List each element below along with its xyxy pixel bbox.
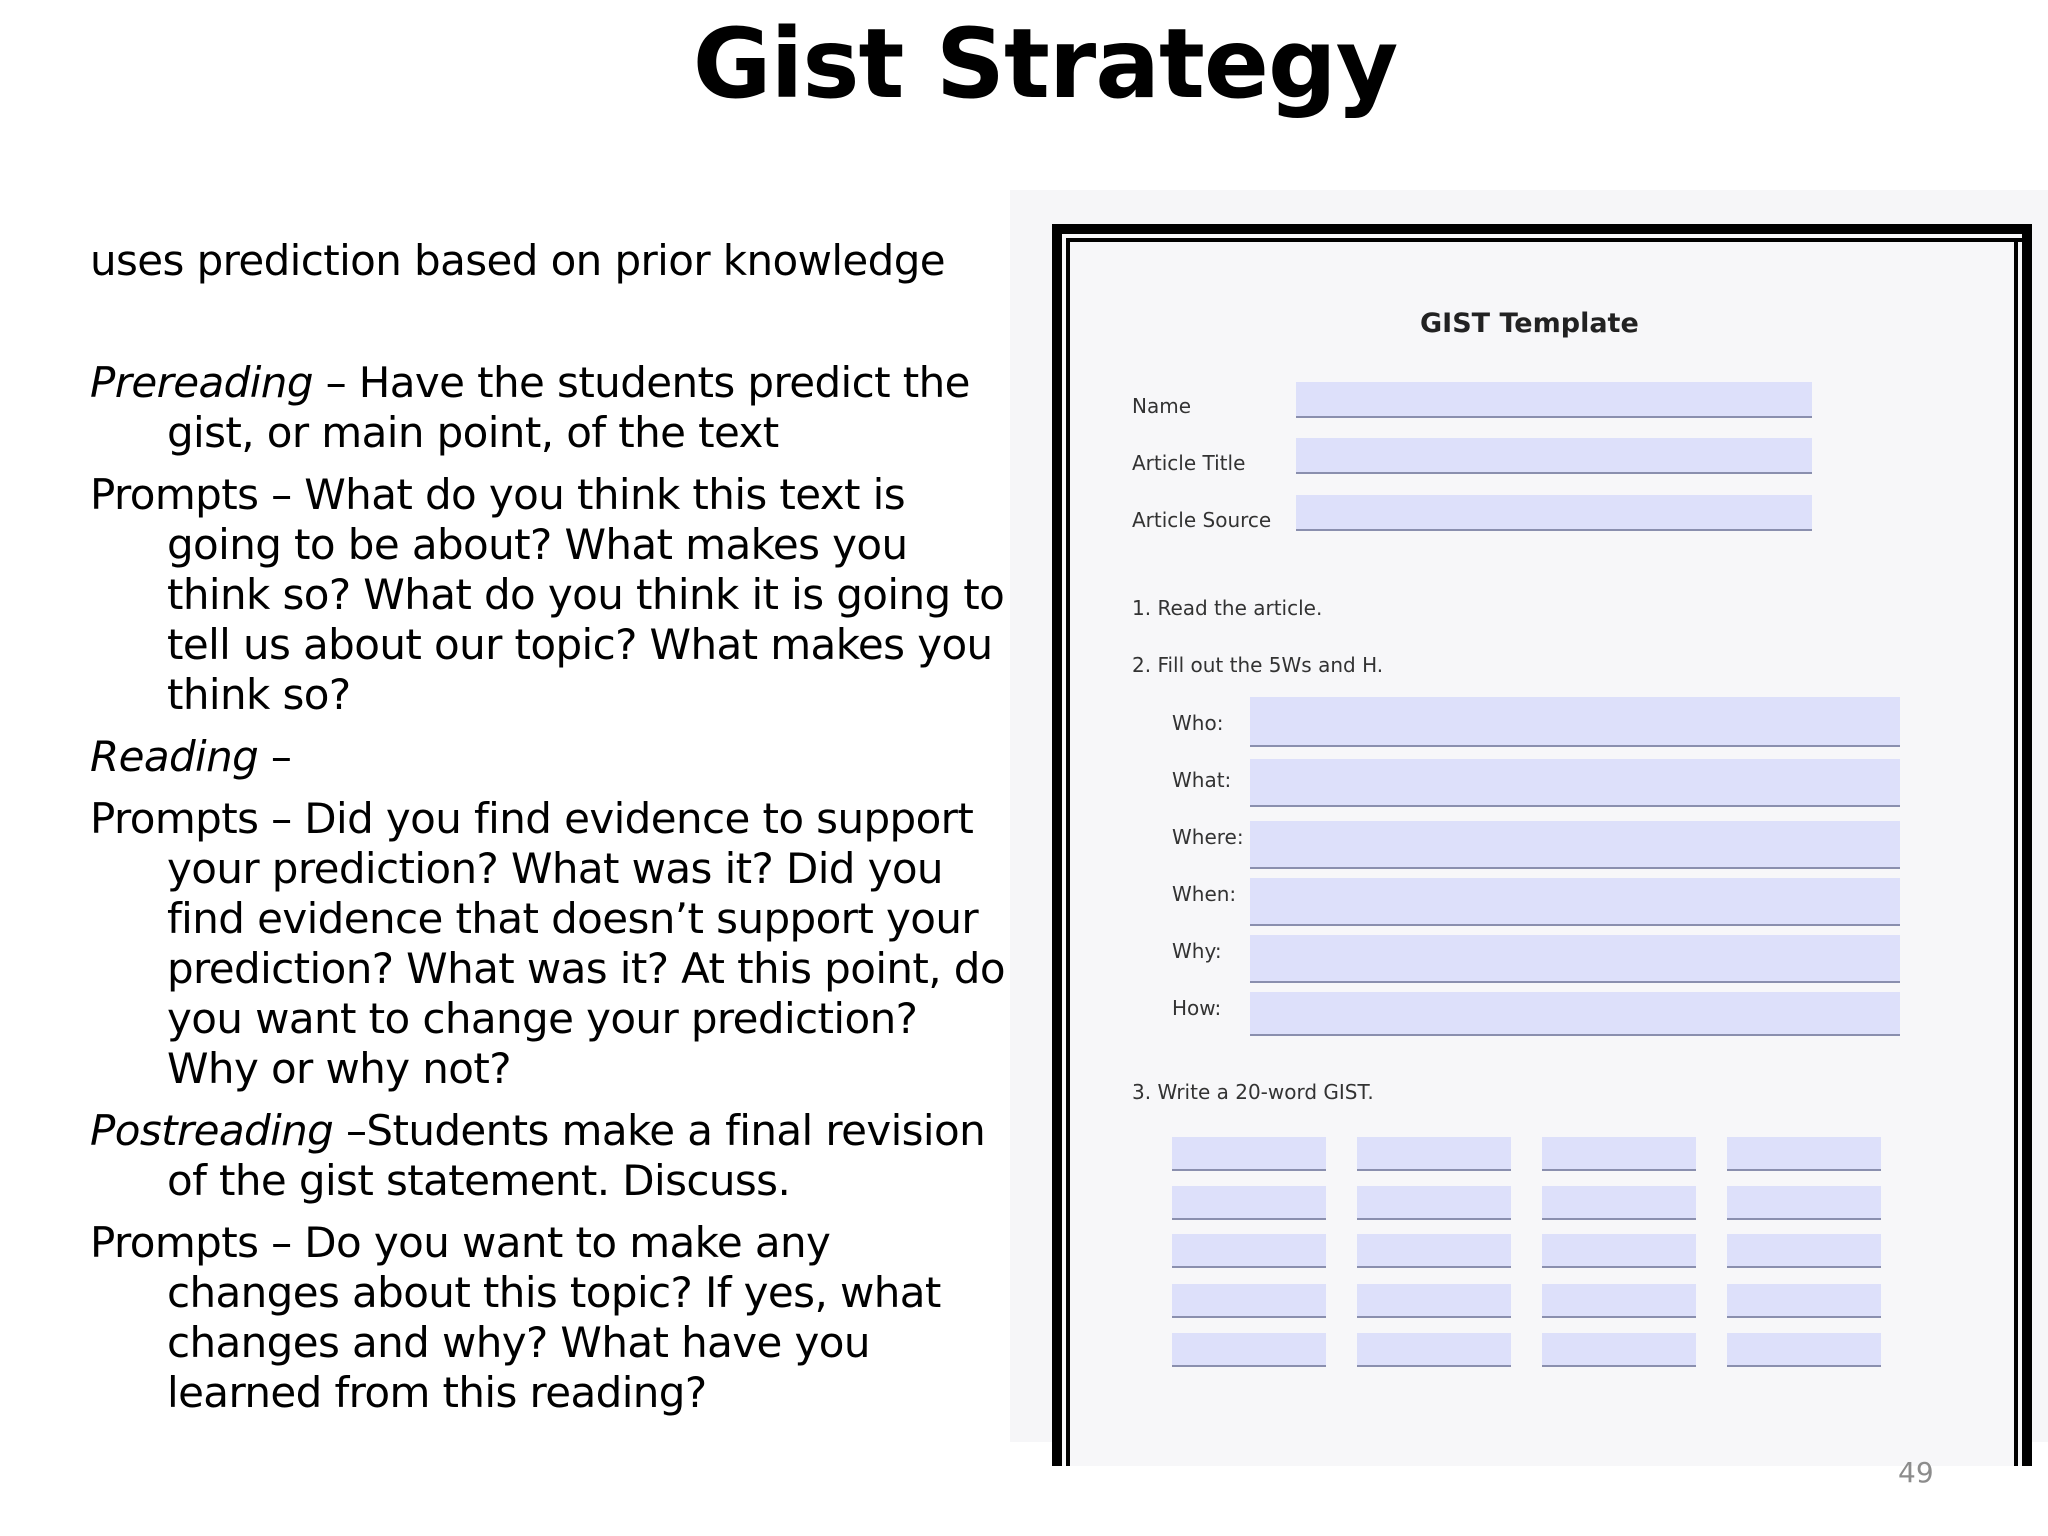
gist-word-box [1727,1137,1881,1171]
where-field [1250,821,1900,869]
prompts-reading: Prompts – Did you find evidence to support your prediction? What was it? Did you find evidence that doesn’t support your prediction? What was it? At this point, do you want to change your prediction? Why or why not? [90,794,1005,1093]
prompts-postreading: Prompts – Do you want to make any changes about this topic? If yes, what changes and why? What have you learned from this reading? [90,1218,941,1417]
gist-word-box [1172,1186,1326,1220]
worksheet-title: GIST Template [1420,308,1639,339]
reading-text: – [258,732,292,781]
gist-word-box [1357,1234,1511,1268]
prereading-text: – Have the students predict the gist, or main point, of the text [167,358,970,457]
postreading-text: –Students make a final revision of the gist statement. Discuss. [167,1106,986,1205]
when-label: When: [1172,882,1237,906]
prompts-prereading: Prompts – What do you think this text is going to be about? What makes you think so? What do you think it is going to tell us about our topic? What makes you think so? [90,470,1005,719]
gist-word-box [1727,1186,1881,1220]
step-3: 3. Write a 20-word GIST. [1132,1080,1374,1104]
gist-word-box [1727,1234,1881,1268]
reading-paragraph [90,732,1010,782]
gist-word-box [1727,1333,1881,1367]
how-field [1250,992,1900,1036]
where-label: Where: [1172,825,1244,849]
gist-word-box [1542,1186,1696,1220]
gist-word-box [1357,1186,1511,1220]
intro-text: uses prediction based on prior knowledge [90,236,946,285]
article-source-label: Article Source [1132,508,1272,532]
gist-word-box [1172,1284,1326,1318]
what-field [1250,759,1900,807]
what-label: What: [1172,768,1232,792]
postreading-label: Postreading [90,1106,334,1155]
article-title-field [1296,438,1812,474]
gist-word-box [1727,1284,1881,1318]
gist-word-box [1172,1333,1326,1367]
why-label: Why: [1172,939,1222,963]
gist-word-box [1542,1333,1696,1367]
page-number: 49 [1898,1456,1934,1489]
why-field [1250,935,1900,983]
gist-word-box [1357,1284,1511,1318]
article-source-field [1296,495,1812,531]
prereading-paragraph [90,358,1010,458]
postreading-paragraph [90,1106,1010,1206]
how-label: How: [1172,996,1222,1020]
gist-word-box [1542,1234,1696,1268]
name-label: Name [1132,394,1192,418]
gist-word-box [1172,1234,1326,1268]
slide-body [90,236,1010,1418]
gist-word-box [1542,1137,1696,1171]
name-field [1296,382,1812,418]
when-field [1250,878,1900,926]
gist-word-box [1357,1137,1511,1171]
who-label: Who: [1172,711,1224,735]
step-2: 2. Fill out the 5Ws and H. [1132,653,1384,677]
prereading-label: Prereading [90,358,313,407]
step-1: 1. Read the article. [1132,596,1323,620]
reading-label: Reading [90,732,259,781]
who-field [1250,697,1900,747]
gist-word-box [1357,1333,1511,1367]
article-title-label: Article Title [1132,451,1246,475]
slide-title: Gist Strategy [692,8,1398,120]
gist-word-box [1542,1284,1696,1318]
gist-word-box [1172,1137,1326,1171]
